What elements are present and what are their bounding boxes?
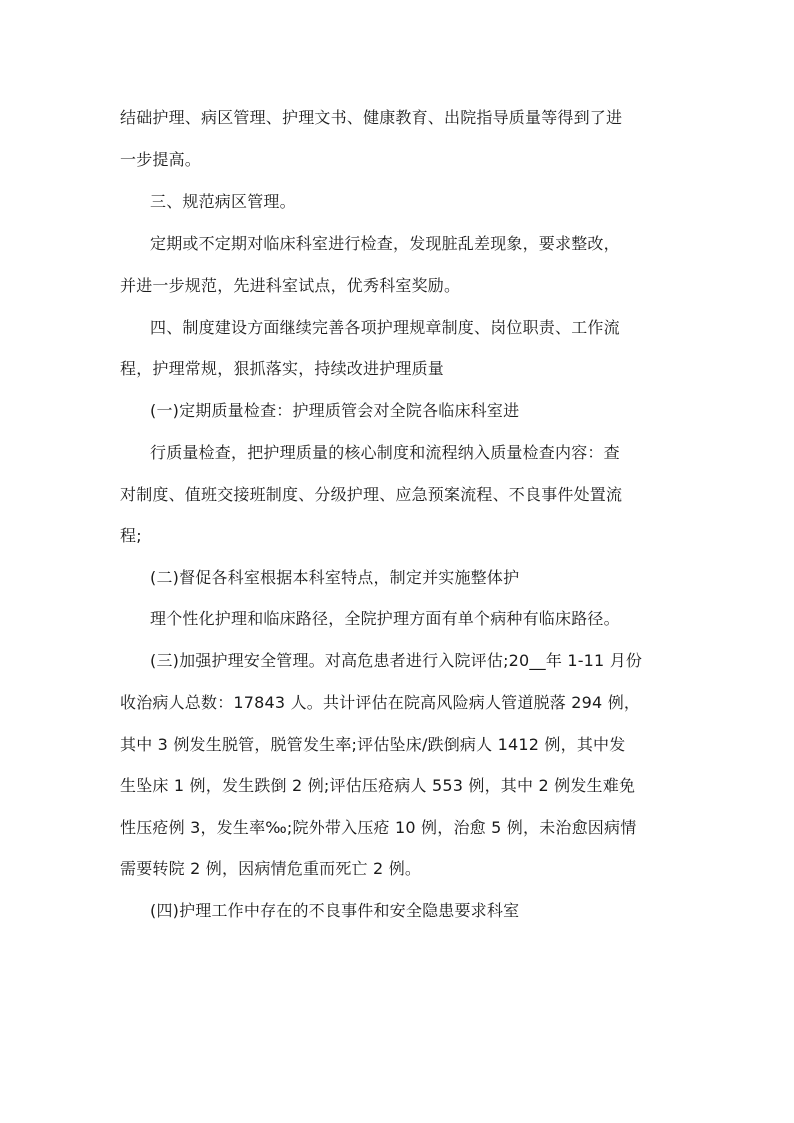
text-line: 对制度、值班交接班制度、分级护理、应急预案流程、不良事件处置流	[120, 485, 623, 504]
text-line: 理个性化护理和临床路径，全院护理方面有单个病种有临床路径。	[150, 609, 620, 628]
text-line: 需要转院 2 例，因病情危重而死亡 2 例。	[120, 859, 422, 878]
text-line: 程，护理常规，狠抓落实，持续改进护理质量	[120, 359, 445, 378]
text-line: 性压疮例 3，发生率‰;院外带入压疮 10 例，治愈 5 例，未治愈因病情	[120, 818, 637, 837]
text-line: 收治病人总数：17843 人。共计评估在院高风险病人管道脱落 294 例，	[120, 693, 641, 712]
text-line: 生坠床 1 例，发生跌倒 2 例;评估压疮病人 553 例，其中 2 例发生难免	[120, 776, 636, 795]
text-line: 结础护理、病区管理、护理文书、健康教育、出院指导质量等得到了进	[120, 108, 623, 127]
text-line: 行质量检查，把护理质量的核心制度和流程纳入质量检查内容：查	[150, 443, 620, 462]
text-line: 定期或不定期对临床科室进行检查，发现脏乱差现象，要求整改，	[150, 234, 620, 253]
subsection-heading: (三)加强护理安全管理。对高危患者进行入院评估;20__年 1-11 月份	[150, 651, 643, 670]
text-line: 一步提高。	[120, 150, 202, 169]
subsection-heading: (四)护理工作中存在的不良事件和安全隐患要求科室	[150, 901, 520, 920]
subsection-heading: (一)定期质量检查：护理质管会对全院各临床科室进	[150, 401, 520, 420]
text-line: 其中 3 例发生脱管，脱管发生率;评估坠床/跌倒病人 1412 例，其中发	[120, 735, 626, 754]
section-heading: 三、规范病区管理。	[150, 192, 296, 211]
text-line: 程;	[120, 526, 142, 545]
text-line: 并进一步规范，先进科室试点，优秀科室奖励。	[120, 276, 461, 295]
subsection-heading: (二)督促各科室根据本科室特点，制定并实施整体护	[150, 568, 520, 587]
section-heading: 四、制度建设方面继续完善各项护理规章制度、岗位职责、工作流	[150, 318, 620, 337]
